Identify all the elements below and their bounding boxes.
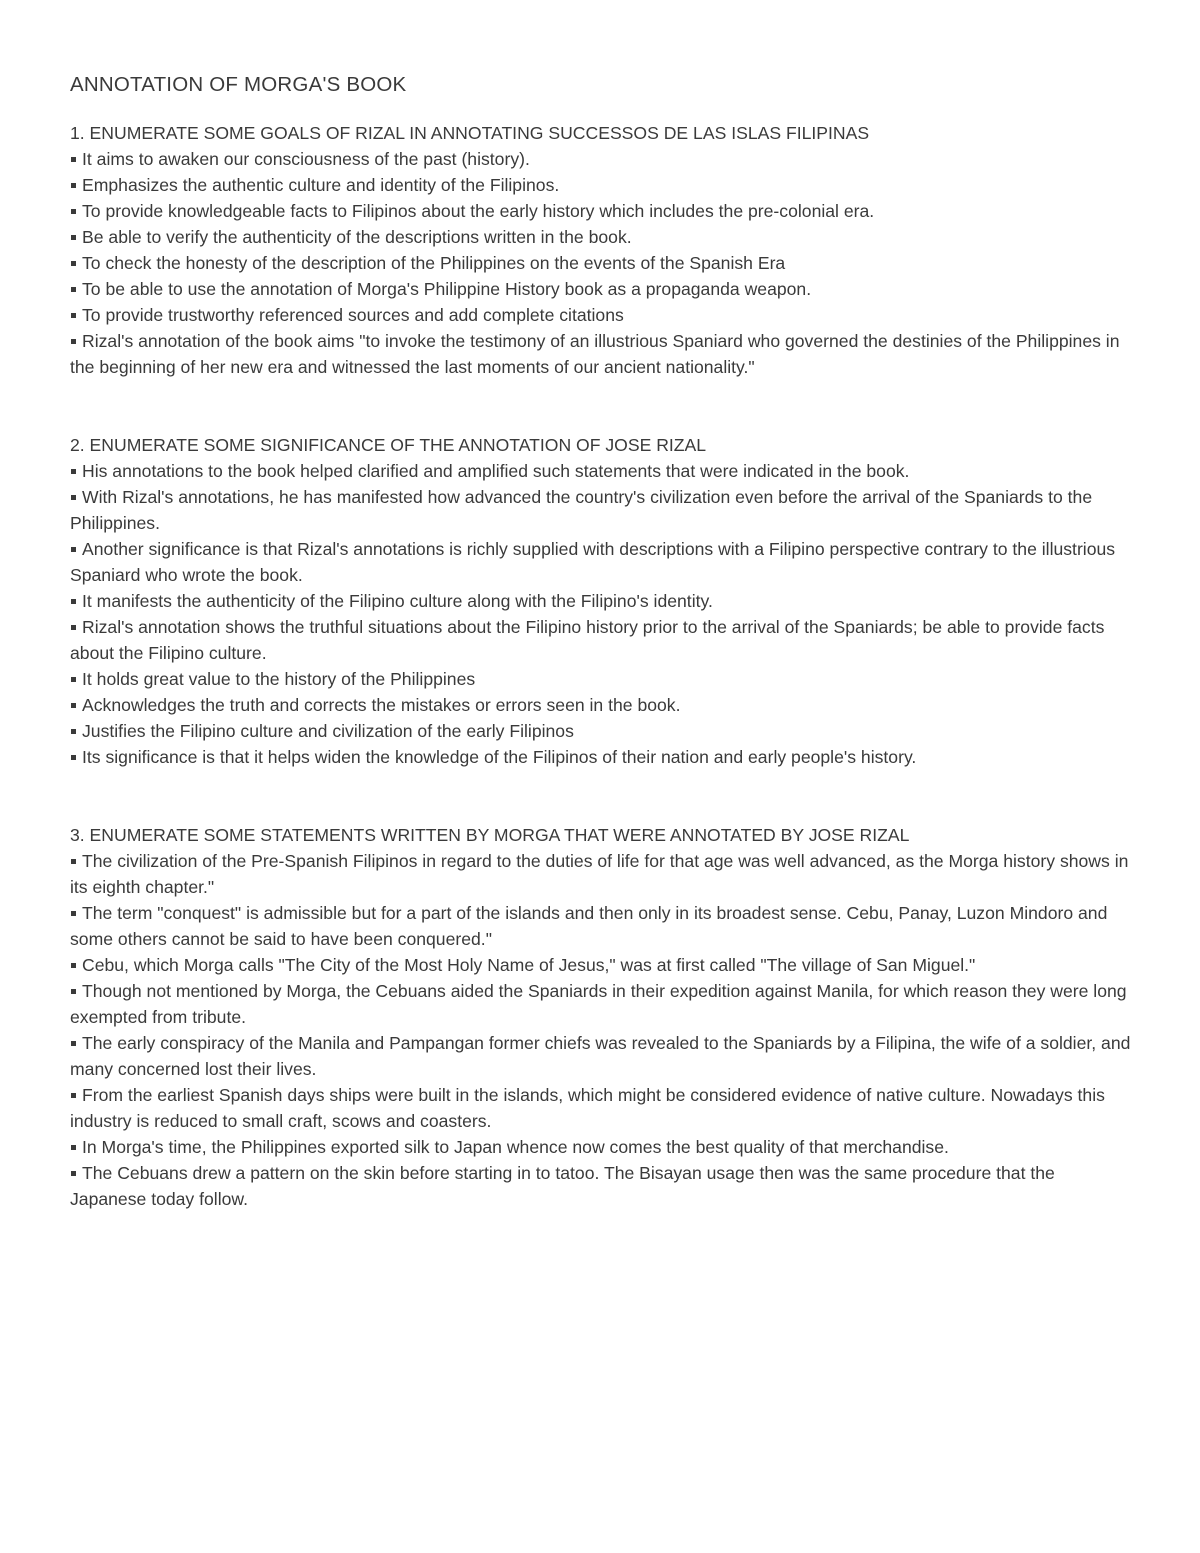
list-item — [70, 458, 1134, 484]
bullet-icon — [71, 183, 76, 188]
list-item — [70, 484, 1134, 536]
bullet-icon — [71, 989, 76, 994]
list-item-text: Rizal's annotation shows the truthful situations about the Filipino history prior to the arrival of the Spaniards; be able to provide facts about the Filipino culture. — [70, 617, 1105, 663]
bullet-icon — [71, 1171, 76, 1176]
list-item — [70, 302, 1134, 328]
bullet-icon — [71, 1041, 76, 1046]
list-item-text: To check the honesty of the description of the Philippines on the events of the Spanish Era — [82, 253, 786, 273]
list-item-text: His annotations to the book helped clarified and amplified such statements that were indicated in the book. — [82, 461, 910, 481]
list-item-text: The term "conquest" is admissible but for a part of the islands and then only in its broadest sense. Cebu, Panay, Luzon Mindoro and some others cannot be said to have been conquered." — [70, 903, 1108, 949]
list-item — [70, 1134, 1134, 1160]
bullet-icon — [71, 313, 76, 318]
list-item — [70, 692, 1134, 718]
bullet-icon — [71, 625, 76, 630]
list-item — [70, 666, 1134, 692]
bullet-list — [70, 146, 1134, 380]
bullet-icon — [71, 677, 76, 682]
bullet-icon — [71, 963, 76, 968]
list-item — [70, 900, 1134, 952]
section-statements — [70, 822, 1134, 1212]
bullet-icon — [71, 261, 76, 266]
list-item-text: Emphasizes the authentic culture and identity of the Filipinos. — [82, 175, 560, 195]
bullet-icon — [71, 703, 76, 708]
bullet-icon — [71, 209, 76, 214]
list-item — [70, 172, 1134, 198]
list-item-text: From the earliest Spanish days ships were built in the islands, which might be considered evidence of native culture. Nowadays this industry is reduced to small craft, scows and coasters. — [70, 1085, 1105, 1131]
bullet-icon — [71, 157, 76, 162]
bullet-icon — [71, 339, 76, 344]
bullet-icon — [71, 1093, 76, 1098]
list-item — [70, 848, 1134, 900]
section-heading: 1. ENUMERATE SOME GOALS OF RIZAL IN ANNOTATING SUCCESSOS DE LAS ISLAS FILIPINAS — [70, 123, 870, 143]
list-item-text: It holds great value to the history of the Philippines — [82, 669, 476, 689]
list-item-text: Cebu, which Morga calls "The City of the Most Holy Name of Jesus," was at first called "The village of San Miguel." — [82, 955, 976, 975]
list-item-text: To provide trustworthy referenced sources and add complete citations — [82, 305, 624, 325]
bullet-icon — [71, 911, 76, 916]
bullet-icon — [71, 547, 76, 552]
list-item — [70, 744, 1134, 770]
list-item-text: To be able to use the annotation of Morga's Philippine History book as a propaganda weapon. — [82, 279, 812, 299]
document-title: ANNOTATION OF MORGA'S BOOK — [70, 73, 407, 96]
section-goals — [70, 120, 1134, 380]
list-item-text: Though not mentioned by Morga, the Cebuans aided the Spaniards in their expedition against Manila, for which reason they were long exempted from tribute. — [70, 981, 1127, 1027]
bullet-icon — [71, 755, 76, 760]
list-item-text: To provide knowledgeable facts to Filipinos about the early history which includes the pre-colonial era. — [82, 201, 875, 221]
list-item — [70, 1160, 1134, 1212]
bullet-icon — [71, 495, 76, 500]
list-item-text: The civilization of the Pre-Spanish Filipinos in regard to the duties of life for that age was well advanced, as the Morga history shows in its eighth chapter." — [70, 851, 1129, 897]
list-item-text: It manifests the authenticity of the Filipino culture along with the Filipino's identity. — [82, 591, 713, 611]
bullet-icon — [71, 287, 76, 292]
list-item-text: With Rizal's annotations, he has manifested how advanced the country's civilization even before the arrival of the Spaniards to the Philippines. — [70, 487, 1093, 533]
list-item-text: Another significance is that Rizal's annotations is richly supplied with descriptions with a Filipino perspective contrary to the illustrious Spaniard who wrote the book. — [70, 539, 1116, 585]
list-item — [70, 614, 1134, 666]
list-item — [70, 198, 1134, 224]
section-significance — [70, 432, 1134, 770]
bullet-icon — [71, 729, 76, 734]
bullet-icon — [71, 1145, 76, 1150]
section-heading: 3. ENUMERATE SOME STATEMENTS WRITTEN BY MORGA THAT WERE ANNOTATED BY JOSE RIZAL — [70, 825, 910, 845]
list-item — [70, 328, 1134, 380]
list-item-text: Its significance is that it helps widen the knowledge of the Filipinos of their nation and early people's history. — [82, 747, 917, 767]
list-item — [70, 146, 1134, 172]
list-item-text: Justifies the Filipino culture and civilization of the early Filipinos — [82, 721, 574, 741]
bullet-list — [70, 458, 1134, 770]
list-item — [70, 588, 1134, 614]
bullet-icon — [71, 859, 76, 864]
list-item — [70, 1030, 1134, 1082]
list-item-text: Acknowledges the truth and corrects the mistakes or errors seen in the book. — [82, 695, 681, 715]
bullet-icon — [71, 235, 76, 240]
list-item-text: The early conspiracy of the Manila and Pampangan former chiefs was revealed to the Spaniards by a Filipina, the wife of a soldier, and many concerned lost their lives. — [70, 1033, 1131, 1079]
list-item-text: Be able to verify the authenticity of the descriptions written in the book. — [82, 227, 632, 247]
list-item-text: Rizal's annotation of the book aims "to invoke the testimony of an illustrious Spaniard who governed the destinies of the Philippines in the beginning of her new era and witnessed the last moments of our ancient nationality." — [70, 331, 1120, 377]
list-item — [70, 536, 1134, 588]
list-item — [70, 224, 1134, 250]
list-item — [70, 952, 1134, 978]
list-item — [70, 978, 1134, 1030]
bullet-icon — [71, 469, 76, 474]
list-item-text: In Morga's time, the Philippines exported silk to Japan whence now comes the best quality of that merchandise. — [82, 1137, 949, 1157]
list-item — [70, 1082, 1134, 1134]
section-heading: 2. ENUMERATE SOME SIGNIFICANCE OF THE ANNOTATION OF JOSE RIZAL — [70, 435, 707, 455]
bullet-list — [70, 848, 1134, 1212]
list-item-text: It aims to awaken our consciousness of the past (history). — [82, 149, 530, 169]
list-item — [70, 250, 1134, 276]
list-item-text: The Cebuans drew a pattern on the skin before starting in to tatoo. The Bisayan usage then was the same procedure that the Japanese today follow. — [70, 1163, 1055, 1209]
list-item — [70, 718, 1134, 744]
bullet-icon — [71, 599, 76, 604]
document-page — [70, 72, 1134, 1212]
list-item — [70, 276, 1134, 302]
